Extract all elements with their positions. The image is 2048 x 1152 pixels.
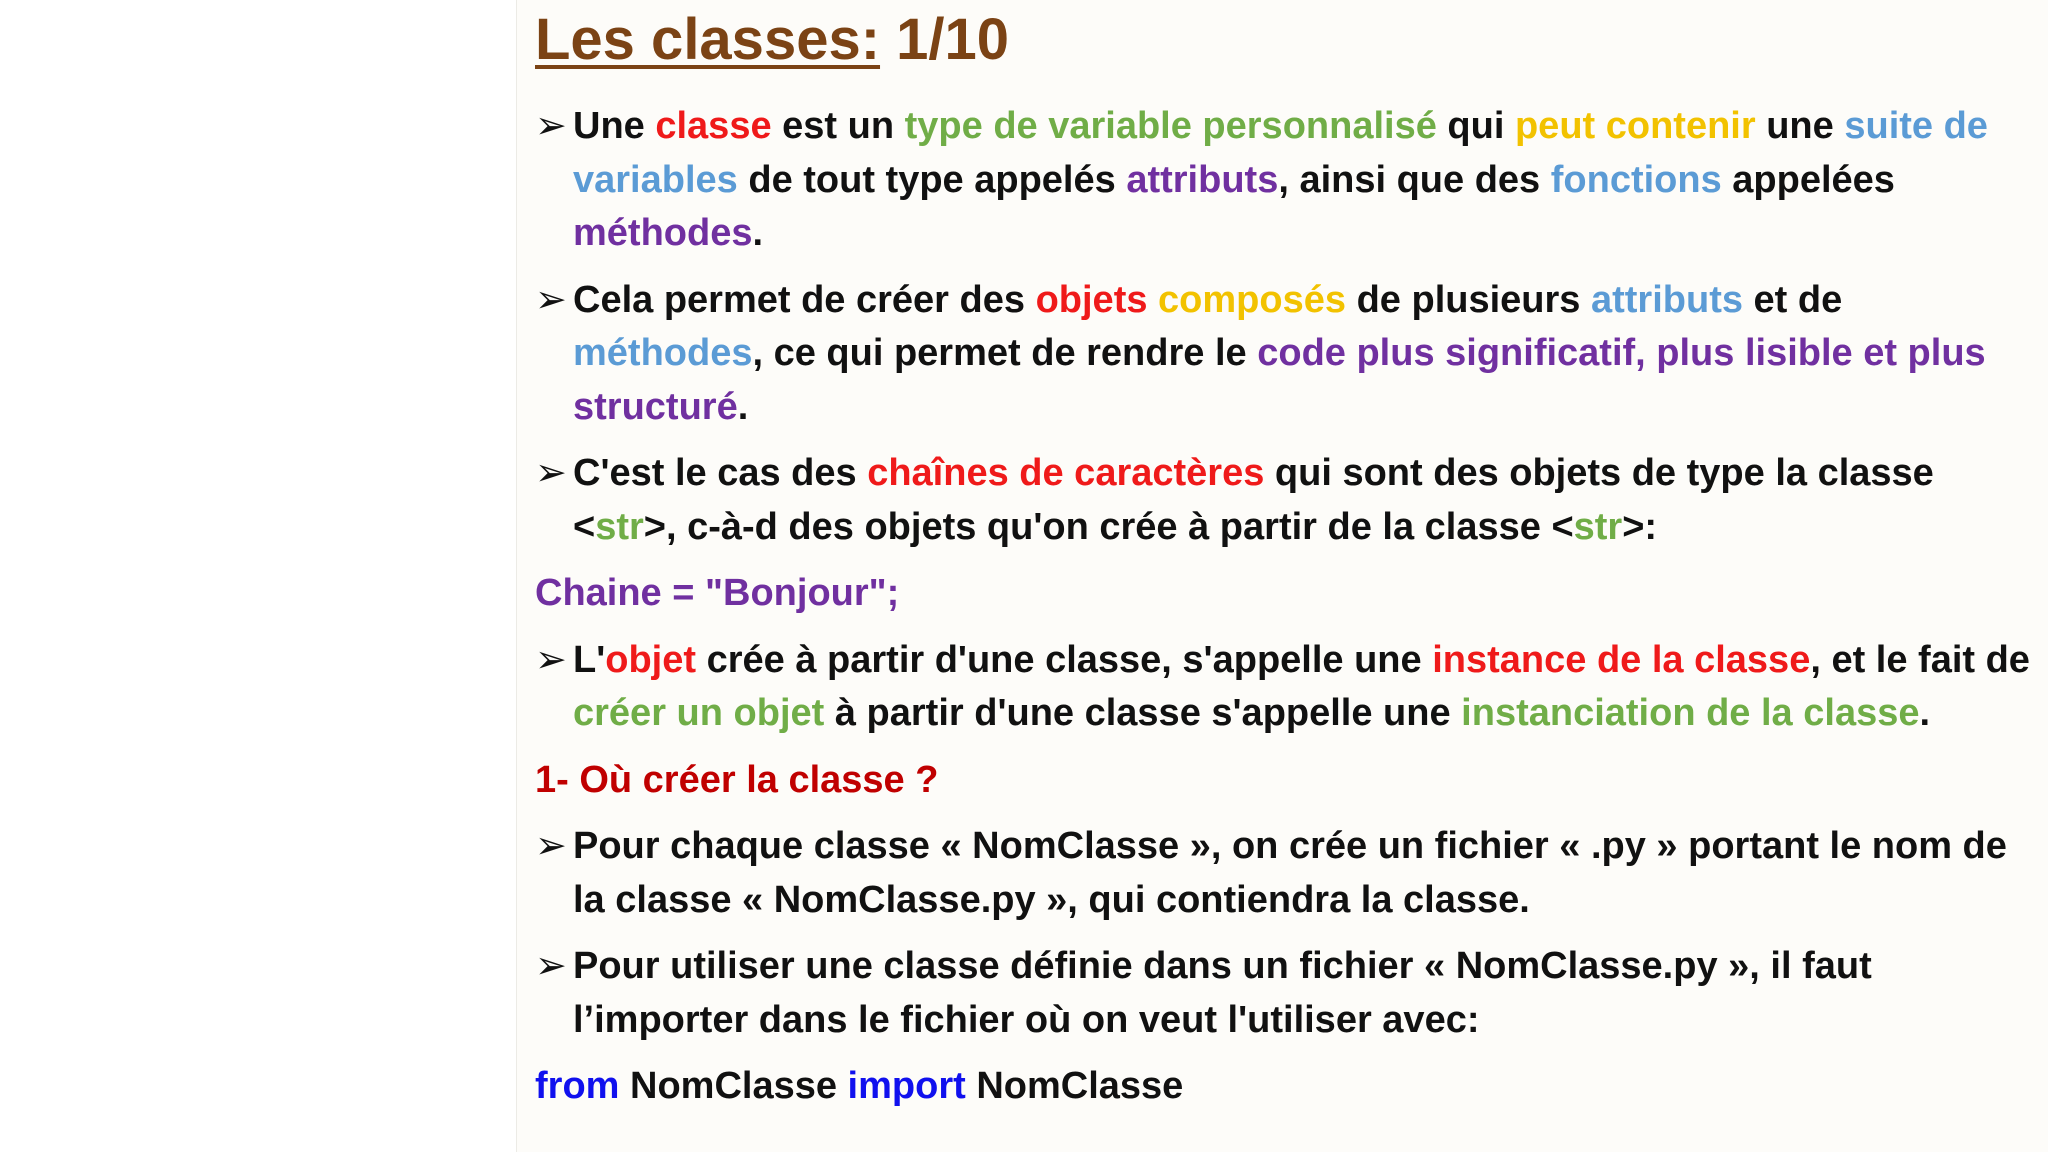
- p3-t1: C'est le cas des: [573, 452, 868, 494]
- p1-t10: attributs: [1126, 158, 1279, 201]
- p4-t7: à partir d'une classe s'appelle une: [824, 692, 1462, 734]
- bullet-instance: [535, 634, 2035, 741]
- p2-t4: composés: [1158, 278, 1347, 321]
- p3-t4: str: [595, 505, 644, 548]
- p1-t7: une: [1755, 105, 1845, 147]
- bullet-chaines: [535, 447, 2035, 554]
- p4-t5: , et le fait de: [1810, 638, 2030, 681]
- p2-t9: , ce qui permet de rendre le: [752, 332, 1258, 374]
- p1-t2: classe: [655, 105, 772, 147]
- p3-t2: chaînes de caractères: [867, 452, 1265, 494]
- p1-t13: appelées: [1721, 158, 1895, 201]
- title-counter: 1/10: [896, 7, 1010, 72]
- p1-t5: qui: [1436, 105, 1515, 147]
- bullet-classe-definition: [535, 100, 2035, 261]
- p4-t1: L': [573, 638, 606, 681]
- p2-t1: Cela permet de créer des: [573, 278, 1036, 321]
- p2-t10: code plus significatif, plus lisible et plus structuré: [573, 332, 1986, 428]
- p2-t3: [1147, 279, 1158, 321]
- bullet-objets-composes: [535, 274, 2035, 435]
- p4-t6: créer un objet: [573, 692, 825, 734]
- p1-t15: .: [752, 212, 764, 254]
- p2-t7: et de: [1742, 278, 1843, 321]
- bullet-arrow-icon: ➢: [535, 945, 567, 987]
- p2-t11: .: [737, 385, 749, 428]
- code-chaine-example: Chaine = "Bonjour";: [535, 572, 900, 614]
- p1-t9: de tout type appelés: [737, 158, 1127, 201]
- keyword-import: import: [847, 1065, 966, 1107]
- slide-content: [535, 100, 2035, 1127]
- bullet-importer: [535, 940, 2035, 1047]
- p1-t6: peut contenir: [1514, 105, 1756, 147]
- p4-t8: instanciation de la classe: [1461, 692, 1920, 734]
- p6-text: Pour utiliser une classe définie dans un fichier « NomClasse.py », il faut l’importer dans le fichier où on veut l'utiliser avec:: [573, 945, 1872, 1041]
- p2-t8: méthodes: [573, 332, 753, 374]
- p1-t8: suite de variables: [573, 105, 1988, 201]
- p3-t6: str: [1573, 505, 1623, 548]
- p3-t5: >, c-à-d des objets qu'on crée à partir de la classe <: [643, 505, 1574, 548]
- p2-t5: de plusieurs: [1346, 278, 1591, 321]
- p1-t14: méthodes: [573, 212, 753, 254]
- keyword-from: from: [535, 1065, 620, 1107]
- code-class: NomClasse: [965, 1065, 1184, 1107]
- bullet-arrow-icon: ➢: [535, 638, 567, 681]
- p4-t3: crée à partir d'une classe, s'appelle une: [696, 638, 1433, 681]
- slide-title: [535, 6, 1009, 73]
- p1-t4: type de variable personnalisé: [904, 105, 1437, 147]
- p2-t2: objets: [1035, 278, 1148, 321]
- p2-t6: attributs: [1590, 278, 1743, 321]
- p4-t2: objet: [605, 638, 697, 681]
- code-module: NomClasse: [619, 1065, 848, 1107]
- bullet-fichier-py: [535, 820, 2035, 927]
- code-import-example: [535, 1060, 2035, 1114]
- p1-t3: est un: [771, 105, 905, 147]
- p1-t12: fonctions: [1550, 158, 1722, 201]
- section-heading: 1- Où créer la classe ?: [535, 758, 939, 801]
- p5-text: Pour chaque classe « NomClasse », on crée un fichier « .py » portant le nom de la classe « NomClasse.py », qui contiendra la classe.: [573, 825, 2007, 921]
- p1-t11: , ainsi que des: [1278, 158, 1551, 201]
- bullet-arrow-icon: ➢: [535, 452, 567, 494]
- p3-t7: >:: [1622, 505, 1658, 548]
- bullet-arrow-icon: ➢: [535, 825, 567, 867]
- p1-t1: Une: [573, 105, 656, 147]
- title-text: Les classes:: [535, 7, 881, 72]
- bullet-arrow-icon: ➢: [535, 105, 567, 147]
- bullet-arrow-icon: ➢: [535, 278, 567, 321]
- p3-t3: qui sont des objets de type la classe <: [573, 452, 1934, 548]
- p4-t9: .: [1919, 692, 1931, 734]
- slide: [516, 0, 2048, 1152]
- p4-t4: instance de la classe: [1432, 638, 1811, 681]
